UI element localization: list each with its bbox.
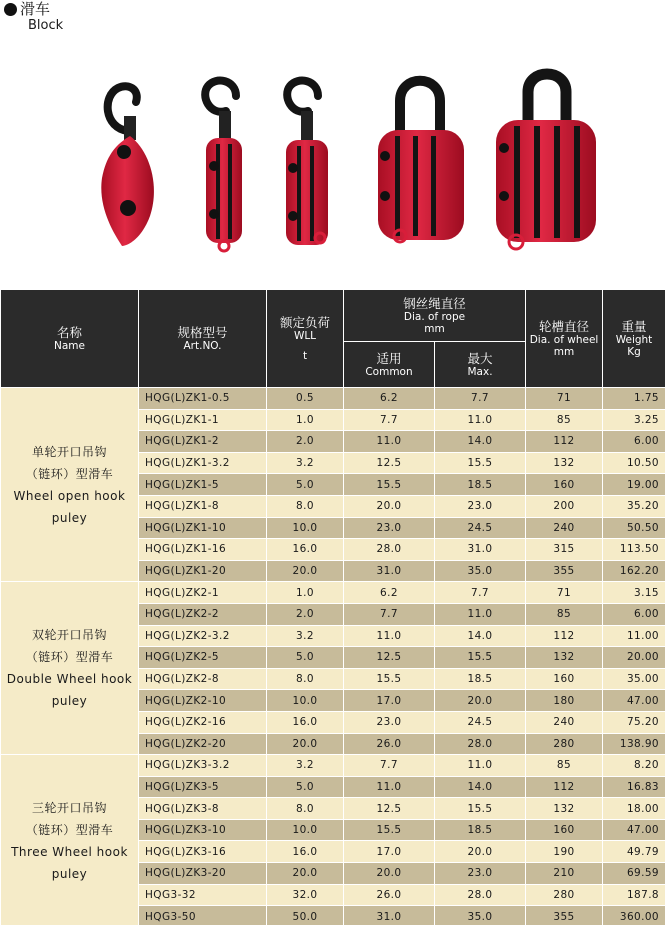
groove-cell: 71 xyxy=(526,388,603,410)
spec-table xyxy=(0,289,665,925)
groove-cell: 280 xyxy=(526,733,603,755)
max-cell: 18.5 xyxy=(435,668,526,690)
art-cell: HQG(L)ZK3-16 xyxy=(139,841,267,863)
col-header-name: 名称 Name xyxy=(1,290,139,388)
page-subtitle: Block xyxy=(28,18,64,33)
groove-cell: 71 xyxy=(526,582,603,604)
groove-cell: 112 xyxy=(526,625,603,647)
common-cell: 11.0 xyxy=(344,625,435,647)
common-cell: 26.0 xyxy=(344,733,435,755)
weight-cell: 3.25 xyxy=(603,409,665,431)
max-cell: 7.7 xyxy=(435,388,526,410)
max-cell: 20.0 xyxy=(435,841,526,863)
max-cell: 14.0 xyxy=(435,431,526,453)
double-wheel-block-icon xyxy=(286,81,328,245)
art-cell: HQG3-50 xyxy=(139,906,267,925)
common-cell: 15.5 xyxy=(344,668,435,690)
weight-cell: 1.75 xyxy=(603,388,665,410)
weight-cell: 162.20 xyxy=(603,560,665,582)
weight-cell: 35.00 xyxy=(603,668,665,690)
group-name-line: Three Wheel hook xyxy=(11,844,128,859)
max-cell: 15.5 xyxy=(435,647,526,669)
weight-cell: 35.20 xyxy=(603,495,665,517)
col-header-common: 适用 Common xyxy=(344,342,435,388)
common-cell: 31.0 xyxy=(344,560,435,582)
art-cell: HQG(L)ZK2-16 xyxy=(139,711,267,733)
max-cell: 28.0 xyxy=(435,733,526,755)
wll-cell: 3.2 xyxy=(267,755,344,777)
common-cell: 20.0 xyxy=(344,495,435,517)
table-row xyxy=(1,755,665,777)
wll-cell: 8.0 xyxy=(267,495,344,517)
art-cell: HQG(L)ZK3-8 xyxy=(139,798,267,820)
groove-cell: 280 xyxy=(526,884,603,906)
max-cell: 23.0 xyxy=(435,863,526,885)
groove-cell: 112 xyxy=(526,776,603,798)
group-name-cell xyxy=(1,582,139,755)
col-header-max: 最大 Max. xyxy=(435,342,526,388)
art-cell: HQG3-32 xyxy=(139,884,267,906)
common-cell: 28.0 xyxy=(344,539,435,561)
max-cell: 15.5 xyxy=(435,452,526,474)
art-cell: HQG(L)ZK1-5 xyxy=(139,474,267,496)
weight-cell: 47.00 xyxy=(603,819,665,841)
groove-cell: 190 xyxy=(526,841,603,863)
weight-cell: 360.00 xyxy=(603,906,665,925)
page-title: 滑车 xyxy=(20,0,51,18)
wll-cell: 3.2 xyxy=(267,452,344,474)
art-cell: HQG(L)ZK1-16 xyxy=(139,539,267,561)
wll-cell: 16.0 xyxy=(267,539,344,561)
common-cell: 15.5 xyxy=(344,474,435,496)
common-cell: 7.7 xyxy=(344,409,435,431)
bullet-icon xyxy=(4,3,17,16)
art-cell: HQG(L)ZK3-10 xyxy=(139,819,267,841)
col-header-groove: 轮槽直径 Dia. of wheel mm xyxy=(526,290,603,388)
common-cell: 12.5 xyxy=(344,452,435,474)
table-row xyxy=(1,582,665,604)
group-name-cell xyxy=(1,388,139,582)
common-cell: 12.5 xyxy=(344,798,435,820)
common-cell: 31.0 xyxy=(344,906,435,925)
col-header-weight: 重量 Weight Kg xyxy=(603,290,665,388)
max-cell: 31.0 xyxy=(435,539,526,561)
group-name-line: 双轮开口吊钩 xyxy=(31,628,107,643)
group-name-line: （链环）型滑车 xyxy=(25,650,114,665)
common-cell: 7.7 xyxy=(344,755,435,777)
wll-cell: 2.0 xyxy=(267,603,344,625)
art-cell: HQG(L)ZK2-1 xyxy=(139,582,267,604)
wll-cell: 5.0 xyxy=(267,776,344,798)
max-cell: 18.5 xyxy=(435,474,526,496)
weight-cell: 3.15 xyxy=(603,582,665,604)
wll-cell: 10.0 xyxy=(267,819,344,841)
max-cell: 24.5 xyxy=(435,711,526,733)
groove-cell: 85 xyxy=(526,409,603,431)
groove-cell: 355 xyxy=(526,560,603,582)
weight-cell: 49.79 xyxy=(603,841,665,863)
art-cell: HQG(L)ZK1-0.5 xyxy=(139,388,267,410)
wll-cell: 0.5 xyxy=(267,388,344,410)
weight-cell: 19.00 xyxy=(603,474,665,496)
wll-cell: 32.0 xyxy=(267,884,344,906)
table-row xyxy=(1,388,665,410)
art-cell: HQG(L)ZK2-2 xyxy=(139,603,267,625)
group-name-line: （链环）型滑车 xyxy=(25,466,114,481)
wll-cell: 16.0 xyxy=(267,841,344,863)
wll-cell: 1.0 xyxy=(267,409,344,431)
common-cell: 17.0 xyxy=(344,690,435,712)
weight-cell: 18.00 xyxy=(603,798,665,820)
art-cell: HQG(L)ZK1-20 xyxy=(139,560,267,582)
col-header-art: 规格型号 Art.NO. xyxy=(139,290,267,388)
common-cell: 11.0 xyxy=(344,776,435,798)
wll-cell: 10.0 xyxy=(267,690,344,712)
art-cell: HQG(L)ZK2-20 xyxy=(139,733,267,755)
max-cell: 14.0 xyxy=(435,625,526,647)
common-cell: 15.5 xyxy=(344,819,435,841)
max-cell: 23.0 xyxy=(435,495,526,517)
title-row xyxy=(4,0,63,18)
group-name-line: puley xyxy=(51,694,88,709)
groove-cell: 112 xyxy=(526,431,603,453)
wll-cell: 20.0 xyxy=(267,733,344,755)
groove-cell: 160 xyxy=(526,474,603,496)
art-cell: HQG(L)ZK1-1 xyxy=(139,409,267,431)
groove-cell: 160 xyxy=(526,819,603,841)
weight-cell: 8.20 xyxy=(603,755,665,777)
max-cell: 11.0 xyxy=(435,755,526,777)
art-cell: HQG(L)ZK1-8 xyxy=(139,495,267,517)
group-name-line: 单轮开口吊钩 xyxy=(31,444,107,459)
art-cell: HQG(L)ZK2-3.2 xyxy=(139,625,267,647)
groove-cell: 240 xyxy=(526,711,603,733)
common-cell: 23.0 xyxy=(344,711,435,733)
art-cell: HQG(L)ZK1-2 xyxy=(139,431,267,453)
groove-cell: 85 xyxy=(526,603,603,625)
col-header-rope: 钢丝绳直径 Dia. of rope mm xyxy=(344,290,526,342)
common-cell: 11.0 xyxy=(344,431,435,453)
max-cell: 28.0 xyxy=(435,884,526,906)
wll-cell: 2.0 xyxy=(267,431,344,453)
weight-cell: 69.59 xyxy=(603,863,665,885)
weight-cell: 47.00 xyxy=(603,690,665,712)
common-cell: 6.2 xyxy=(344,582,435,604)
groove-cell: 200 xyxy=(526,495,603,517)
spec-table-body xyxy=(1,388,665,925)
common-cell: 20.0 xyxy=(344,863,435,885)
header-row xyxy=(1,290,665,342)
art-cell: HQG(L)ZK3-3.2 xyxy=(139,755,267,777)
max-cell: 14.0 xyxy=(435,776,526,798)
group-name-line: puley xyxy=(51,866,88,881)
wll-cell: 20.0 xyxy=(267,863,344,885)
max-cell: 35.0 xyxy=(435,560,526,582)
wll-cell: 10.0 xyxy=(267,517,344,539)
groove-cell: 180 xyxy=(526,690,603,712)
product-photo xyxy=(0,56,665,266)
group-name-line: Double Wheel hook xyxy=(6,672,133,687)
weight-cell: 20.00 xyxy=(603,647,665,669)
common-cell: 12.5 xyxy=(344,647,435,669)
weight-cell: 50.50 xyxy=(603,517,665,539)
weight-cell: 187.8 xyxy=(603,884,665,906)
single-wheel-block-icon xyxy=(101,86,154,246)
group-name-cell xyxy=(1,755,139,925)
wll-cell: 3.2 xyxy=(267,625,344,647)
art-cell: HQG(L)ZK3-5 xyxy=(139,776,267,798)
groove-cell: 210 xyxy=(526,863,603,885)
common-cell: 17.0 xyxy=(344,841,435,863)
weight-cell: 6.00 xyxy=(603,431,665,453)
weight-cell: 11.00 xyxy=(603,625,665,647)
groove-cell: 85 xyxy=(526,755,603,777)
groove-cell: 240 xyxy=(526,517,603,539)
group-name-line: 三轮开口吊钩 xyxy=(31,800,107,815)
page-header xyxy=(4,0,63,34)
wll-cell: 8.0 xyxy=(267,668,344,690)
common-cell: 6.2 xyxy=(344,388,435,410)
groove-cell: 132 xyxy=(526,798,603,820)
art-cell: HQG(L)ZK2-10 xyxy=(139,690,267,712)
max-cell: 20.0 xyxy=(435,690,526,712)
wll-cell: 20.0 xyxy=(267,560,344,582)
wll-cell: 50.0 xyxy=(267,906,344,925)
wll-cell: 5.0 xyxy=(267,474,344,496)
max-cell: 11.0 xyxy=(435,603,526,625)
weight-cell: 75.20 xyxy=(603,711,665,733)
wll-cell: 16.0 xyxy=(267,711,344,733)
weight-cell: 10.50 xyxy=(603,452,665,474)
double-wheel-block-icon xyxy=(205,81,242,251)
groove-cell: 132 xyxy=(526,452,603,474)
group-name-line: puley xyxy=(51,510,88,525)
art-cell: HQG(L)ZK1-3.2 xyxy=(139,452,267,474)
groove-cell: 315 xyxy=(526,539,603,561)
max-cell: 11.0 xyxy=(435,409,526,431)
weight-cell: 6.00 xyxy=(603,603,665,625)
wll-cell: 5.0 xyxy=(267,647,344,669)
max-cell: 18.5 xyxy=(435,819,526,841)
max-cell: 15.5 xyxy=(435,798,526,820)
wll-cell: 8.0 xyxy=(267,798,344,820)
max-cell: 7.7 xyxy=(435,582,526,604)
max-cell: 24.5 xyxy=(435,517,526,539)
weight-cell: 138.90 xyxy=(603,733,665,755)
max-cell: 35.0 xyxy=(435,906,526,925)
weight-cell: 113.50 xyxy=(603,539,665,561)
groove-cell: 132 xyxy=(526,647,603,669)
three-wheel-block-icon xyxy=(378,81,464,242)
art-cell: HQG(L)ZK2-5 xyxy=(139,647,267,669)
common-cell: 26.0 xyxy=(344,884,435,906)
art-cell: HQG(L)ZK1-10 xyxy=(139,517,267,539)
common-cell: 7.7 xyxy=(344,603,435,625)
col-header-wll: 额定负荷 WLL t xyxy=(267,290,344,388)
art-cell: HQG(L)ZK3-20 xyxy=(139,863,267,885)
groove-cell: 160 xyxy=(526,668,603,690)
group-name-line: （链环）型滑车 xyxy=(25,822,114,837)
common-cell: 23.0 xyxy=(344,517,435,539)
art-cell: HQG(L)ZK2-8 xyxy=(139,668,267,690)
weight-cell: 16.83 xyxy=(603,776,665,798)
wll-cell: 1.0 xyxy=(267,582,344,604)
three-wheel-block-icon xyxy=(496,74,596,249)
group-name-line: Wheel open hook xyxy=(13,488,126,503)
groove-cell: 355 xyxy=(526,906,603,925)
